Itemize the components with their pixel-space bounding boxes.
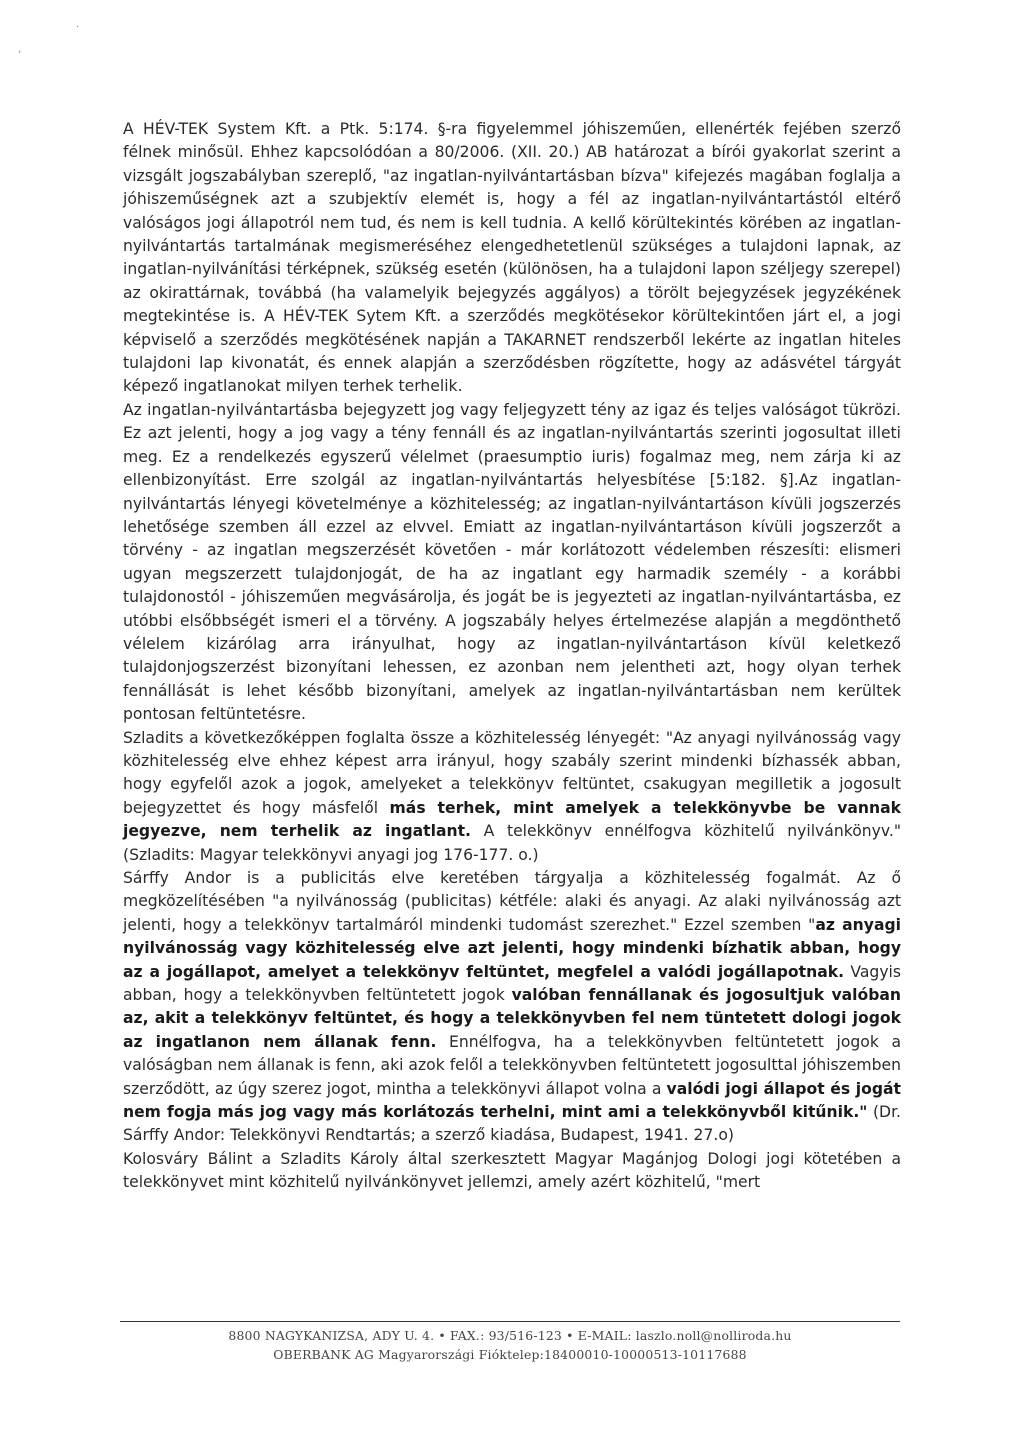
text-run: Vagyis abban, hogy a telekkönyvben feltüntetett jogok — [123, 962, 902, 1005]
body-paragraph — [123, 727, 901, 867]
text-run: Kolosváry Bálint a Szladits Károly által szerkesztett Magyar Magánjog Dologi jogi kötetében a telekkönyvet mint közhitelű nyilvánkönyvet jellemzi, amely azért közhitelű, "mert — [123, 1149, 901, 1192]
body-paragraph — [123, 118, 901, 399]
body-paragraph — [123, 867, 901, 1148]
text-run: Az ingatlan-nyilvántartásba bejegyzett jog vagy feljegyzett tény az igaz és teljes valóságot tükrözi. Ez azt jelenti, hogy a jog vagy a tény fennáll és az ingatlan-nyilvántartás szerinti jogosultat illeti meg. Ez a rendelkezés egyszerű vélelmet (praesumptio iuris) fogalmaz meg, nem zárja ki az ellenbizonyítást. Erre szolgál az ingatlan-nyilvántartás helyesbítése [5:182. §].Az ingatlan-nyilvántartás lényegi követelménye a közhitelesség; az ingatlan-nyilvántartáson kívüli jogszerzés lehetősége szemben áll ezzel az elvvel. Emiatt az ingatlan-nyilvántartáson kívüli jogszerzőt a törvény - az ingatlan megszerzését követően - már korlátozott védelemben részesíti: elismeri ugyan megszerzett tulajdonjogát, de ha az ingatlant egy harmadik személy - a korábbi tulajdonostól - jóhiszeműen megvásárolja, és jogát be is jegyezteti az ingatlan-nyilvántartásba, ez utóbbi elsőbbségét ismeri el a törvény. A jogszabály helyes értelmezése alapján a megdönthető vélelem kizárólag arra irányulhat, hogy az ingatlan-nyilvántartáson kívül keletkező tulajdonjogszerzést bizonyítani lehessen, ez azonban nem jelentheti azt, hogy olyan terhek fennállását is lehet később bizonyítani, amelyek az ingatlan-nyilvántartásban nem kerültek pontosan feltüntetésre. — [123, 400, 901, 724]
bold-emphasis: valóban fennállanak és jogosultjuk valóban az, akit a telekkönyv feltüntet, és hogy a telekkönyvben fel nem tüntetett dologi jogok az ingatlanon nem állanak fenn. — [123, 986, 901, 1051]
text-run: Szladits a következőképpen foglalta össze a közhitelesség lényegét: "Az anyagi nyilvánosság vagy közhitelesség elve ehhez képest arra irányul, hogy szabály szerint mindenki bízhassék abban, hogy egyfelől azok a jogok, amelyeket a telekkönyv feltüntet, csakugyan megilletik a jogosult bejegyzettet és hogy másfelől — [123, 728, 901, 817]
text-run: Ennélfogva, ha a telekkönyvben feltüntetett jogok a valóságban nem állanak is fenn, aki azok felől a telekkönyvben feltüntetett jogosulttal jóhiszemben szerződött, az úgy szerez jogot, mintha a telekkönyvi állapot volna a — [123, 1032, 902, 1098]
footer-divider — [120, 1321, 900, 1322]
footer-address-line: 8800 NAGYKANIZSA, ADY U. 4. • FAX.: 93/516-123 • E-MAIL: laszlo.noll@nolliroda.hu — [228, 1328, 792, 1343]
text-run: A HÉV-TEK System Kft. a Ptk. 5:174. §-ra figyelemmel jóhiszeműen, ellenérték fejében szerző félnek minősül. Ehhez kapcsolódóan a 80/2006. (XII. 20.) AB határozat a bírói gyakorlat szerint a vizsgált jogszabályban szereplő, "az ingatlan-nyilvántartásban bízva" kifejezés magában foglalja a jóhiszeműségnek azt a szubjektív elemét is, hogy a fél az ingatlan-nyilvántartástól eltérő valóságos jogi állapotról nem tud, és nem is kell tudnia. A kellő körültekintés körében az ingatlan-nyilvántartás tartalmának megismeréséhez elengedhetetlenül szükséges a tulajdoni lapnak, az ingatlan-nyilvánítási térképnek, szükség esetén (különösen, ha a tulajdoni lapon széljegy szerepel) az okirattárnak, továbbá (ha valamelyik bejegyzés aggályos) a törölt bejegyzések jegyzékének megtekintése is. A HÉV-TEK Sytem Kft. a szerződés megkötésekor körültekintően járt el, a jogi képviselő a szerződés megkötésének napján a TAKARNET rendszerből lekérte az ingatlan hiteles tulajdoni lap kivonatát, és ennek alapján a szerződésben rögzítette, hogy az adásvétel tárgyát képező ingatlanokat milyen terhek terhelik. — [123, 120, 901, 396]
scan-speck: · — [76, 22, 80, 33]
bold-emphasis: más terhek, mint amelyek a telekkönyvbe be vannak jegyezve, nem terhelik az ingatlant. — [123, 798, 901, 841]
letter-body — [123, 118, 901, 1195]
body-paragraph — [123, 399, 901, 727]
footer-bank-line: OBERBANK AG Magyarországi Fióktelep:18400010-10000513-10117688 — [273, 1347, 747, 1362]
text-run: Sárffy Andor is a publicitás elve keretében tárgyalja a közhitelesség fogalmát. Az ő megközelítésében "a nyilvánosság (publicitas) kétféle: alaki és anyagi. Az alaki nyilvánosság azt jelenti, hogy a telekkönyv tartalmáról mindenki tudomást szerezhet." Ezzel szemben " — [123, 869, 901, 934]
text-run: (Dr. Sárffy Andor: Telekkönyvi Rendtartás; a szerző kiadása, Budapest, 1941. 27.o) — [123, 1103, 901, 1145]
bold-emphasis: az anyagi nyilvánosság vagy közhitelesség elve azt jelenti, hogy mindenki bízhatik abban, hogy az a jogállapot, amelyet a telekkönyv feltüntet, megfelel a valódi jogállapotnak. — [123, 915, 901, 981]
body-paragraph — [123, 1148, 901, 1195]
text-run: A telekkönyv ennélfogva közhitelű nyilvánkönyv." (Szladits: Magyar telekkönyvi anyagi jog 176-177. o.) — [123, 822, 901, 864]
bold-emphasis: valódi jogi állapot és jogát nem fogja más jog vagy más korlátozás terhelni, mint ami a telekkönyvből kitűnik." — [123, 1079, 901, 1122]
scan-speck: , — [18, 44, 22, 55]
letterhead-footer — [120, 1326, 900, 1364]
